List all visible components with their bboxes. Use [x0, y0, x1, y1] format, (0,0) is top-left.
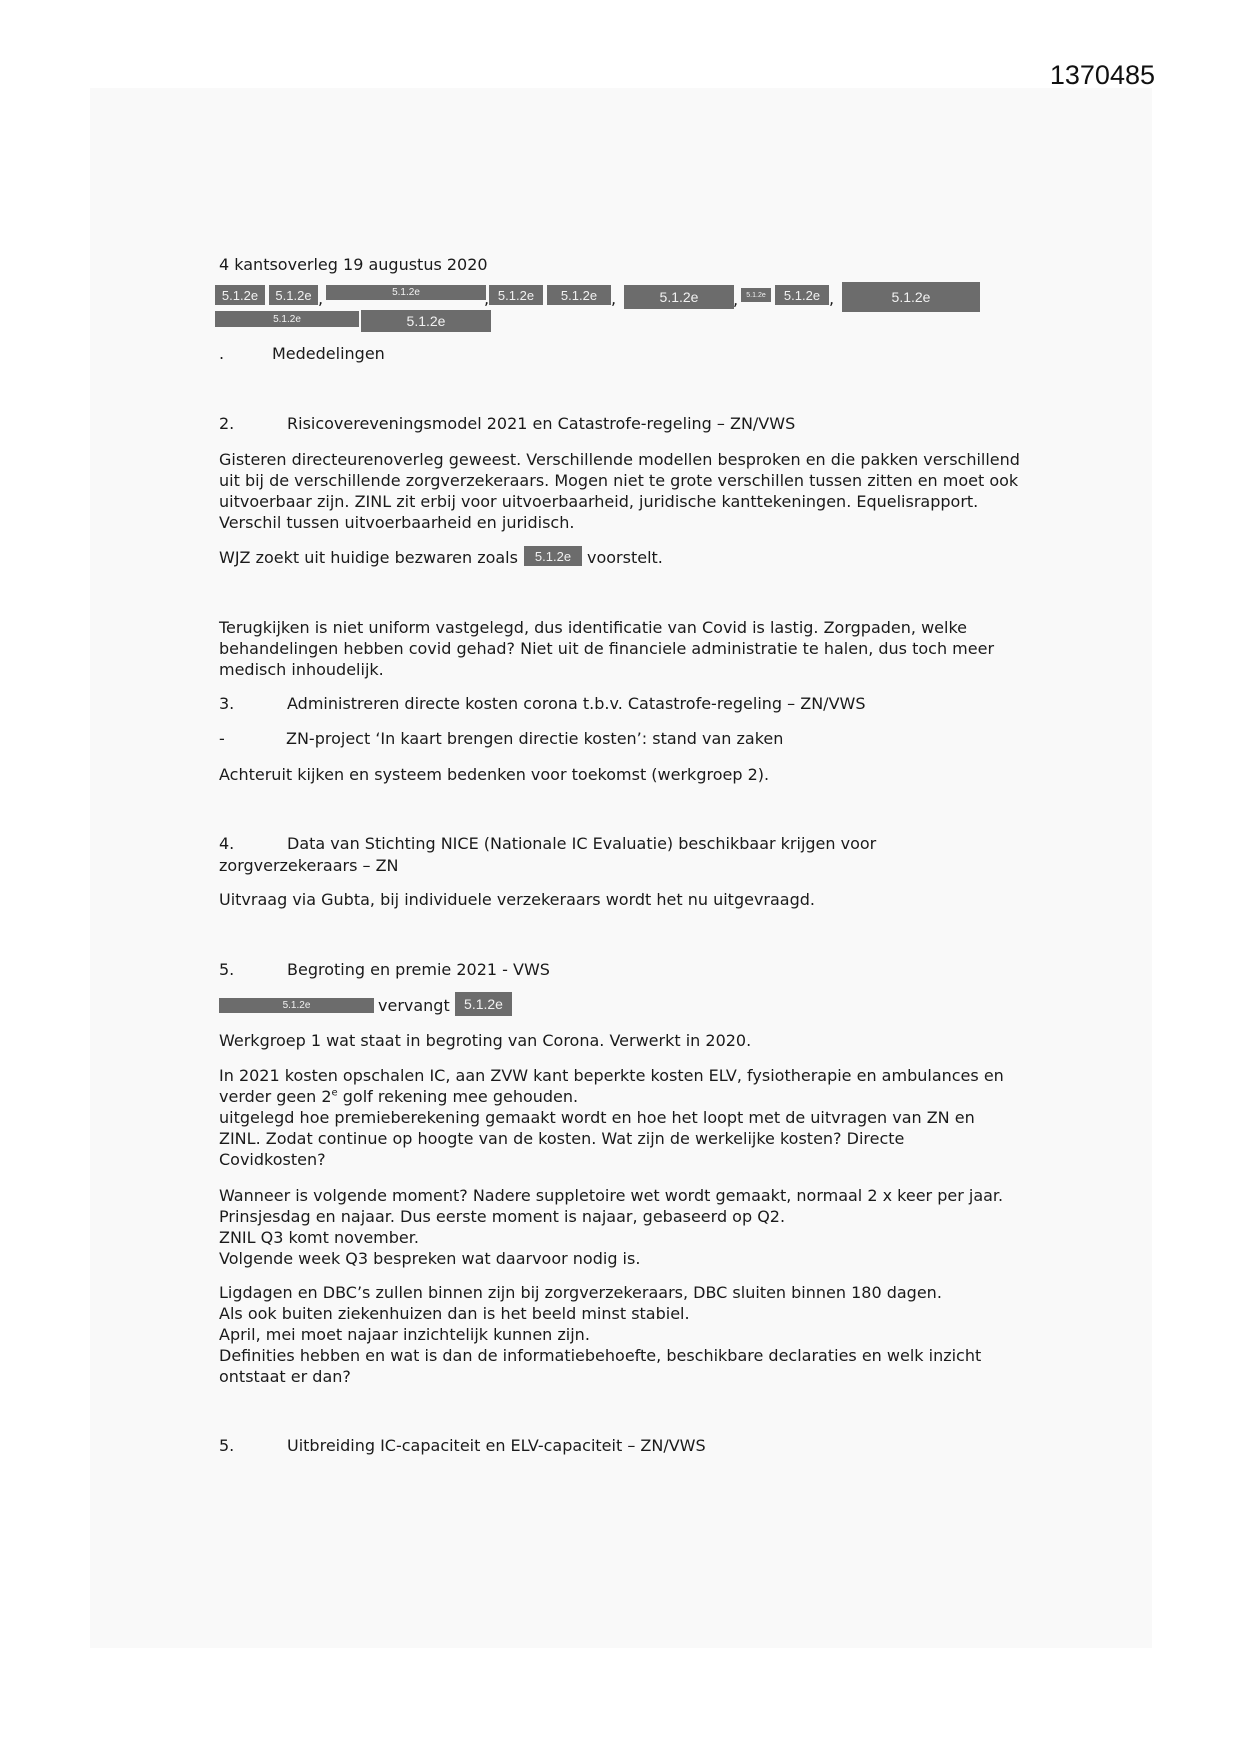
redaction-block: 5.1.2e: [524, 546, 582, 566]
item-1-number: .: [219, 344, 225, 363]
text-line: Als ook buiten ziekenhuizen dan is het beeld minst stabiel.: [219, 1304, 690, 1323]
redaction-block: 5.1.2e: [489, 285, 543, 305]
item-3-title: Administreren directe kosten corona t.b.v. Catastrofe-regeling – ZN/VWS: [287, 694, 866, 713]
text-line: Verschil tussen uitvoerbaarheid en juridisch.: [219, 513, 575, 532]
item-5-paragraph-3: [219, 1185, 1059, 1269]
text-line: uit bij de verschillende zorgverzekeraars. Mogen niet te grote verschillen tussen zitten en moet ook: [219, 471, 1019, 490]
text-line: uitvoerbaar zijn. ZINL zit erbij voor uitvoerbaarheid, juridische kanttekeningen. Equelisrapport.: [219, 492, 979, 511]
item-4-paragraph: Uitvraag via Gubta, bij individuele verzekeraars wordt het nu uitgevraagd.: [219, 890, 815, 909]
text-line: In 2021 kosten opschalen IC, aan ZVW kant beperkte kosten ELV, fysiotherapie en ambulances en: [219, 1066, 1004, 1085]
bullet-dash: -: [219, 729, 225, 748]
text-line: Gisteren directeurenoverleg geweest. Verschillende modellen besproken en die pakken verschillend: [219, 450, 1020, 469]
separator-comma: ,: [318, 289, 324, 308]
item-5-title: Begroting en premie 2021 - VWS: [287, 960, 550, 979]
item-3-number: 3.: [219, 694, 235, 713]
text-line: Terugkijken is niet uniform vastgelegd, dus identificatie van Covid is lastig. Zorgpaden, welke: [219, 618, 967, 637]
redaction-block: 5.1.2e: [215, 285, 265, 305]
text-line: medisch inhoudelijk.: [219, 660, 384, 679]
redaction-block: 5.1.2e: [775, 285, 829, 305]
text-line: behandelingen hebben covid gehad? Niet uit de financiele administratie te halen, dus toch meer: [219, 639, 995, 658]
redaction-block: 5.1.2e: [624, 285, 734, 309]
separator-comma: ,: [829, 289, 835, 308]
replaces-text: vervangt: [378, 996, 450, 1015]
separator-comma: ,: [611, 289, 617, 308]
text-line: [219, 1086, 1059, 1107]
text-line: ontstaat er dan?: [219, 1367, 351, 1386]
redaction-block: 5.1.2e: [219, 998, 374, 1013]
text-line: Prinsjesdag en najaar. Dus eerste moment is najaar, gebaseerd op Q2.: [219, 1207, 786, 1226]
text-line: April, mei moet najaar inzichtelijk kunnen zijn.: [219, 1325, 590, 1344]
document-id: 1370485: [1049, 60, 1155, 90]
text-line: ZNIL Q3 komt november.: [219, 1228, 419, 1247]
redaction-block: 5.1.2e: [269, 285, 318, 305]
wjz-text-before: WJZ zoekt uit huidige bezwaren zoals: [219, 548, 518, 567]
text-line: Definities hebben en wat is dan de informatiebehoefte, beschikbare declaraties en welk inzicht: [219, 1346, 982, 1365]
wjz-text-after: voorstelt.: [587, 548, 663, 567]
text-line: Ligdagen en DBC’s zullen binnen zijn bij zorgverzekeraars, DBC sluiten binnen 180 dagen.: [219, 1283, 942, 1302]
item-4-number: 4.: [219, 834, 235, 853]
redaction-block: 5.1.2e: [741, 288, 771, 302]
item-4-title-line-1: Data van Stichting NICE (Nationale IC Evaluatie) beschikbaar krijgen voor: [287, 834, 877, 853]
item-1-title: Mededelingen: [272, 344, 385, 363]
item-6-number: 5.: [219, 1436, 235, 1455]
redaction-block: 5.1.2e: [361, 310, 491, 332]
superscript: e: [331, 1087, 338, 1099]
item-2-paragraph-2: [219, 617, 1059, 680]
redaction-block: 5.1.2e: [326, 285, 486, 300]
text-line: Wanneer is volgende moment? Nadere suppletoire wet wordt gemaakt, normaal 2 x keer per jaar.: [219, 1186, 1004, 1205]
redaction-block: 5.1.2e: [842, 282, 980, 312]
redaction-block: 5.1.2e: [455, 992, 512, 1016]
item-5-paragraph-4: [219, 1282, 1059, 1387]
item-2-paragraph-1: [219, 449, 1059, 533]
item-5-number: 5.: [219, 960, 235, 979]
redaction-block: 5.1.2e: [215, 311, 359, 327]
text-line: uitgelegd hoe premieberekening gemaakt wordt en hoe het loopt met de uitvragen van ZN en: [219, 1108, 975, 1127]
text-line: ZINL. Zodat continue op hoogte van de kosten. Wat zijn de werkelijke kosten? Directe: [219, 1129, 905, 1148]
redaction-block: 5.1.2e: [547, 285, 611, 305]
item-6-title: Uitbreiding IC-capaciteit en ELV-capaciteit – ZN/VWS: [287, 1436, 706, 1455]
separator-comma: ,: [484, 289, 490, 308]
text-fragment: golf rekening mee gehouden.: [337, 1087, 579, 1106]
text-line: Volgende week Q3 bespreken wat daarvoor nodig is.: [219, 1249, 641, 1268]
separator-comma: ,: [733, 290, 739, 309]
item-5-paragraph-1: Werkgroep 1 wat staat in begroting van Corona. Verwerkt in 2020.: [219, 1031, 752, 1050]
item-3-paragraph: Achteruit kijken en systeem bedenken voor toekomst (werkgroep 2).: [219, 765, 770, 784]
item-5-paragraph-2: [219, 1065, 1059, 1170]
item-4-title-line-2: zorgverzekeraars – ZN: [219, 856, 399, 875]
item-2-number: 2.: [219, 414, 235, 433]
text-fragment: verder geen 2: [219, 1087, 332, 1106]
text-line: Covidkosten?: [219, 1150, 326, 1169]
item-3-bullet-text: ZN-project ‘In kaart brengen directie kosten’: stand van zaken: [286, 729, 784, 748]
item-2-title: Risicovereveningsmodel 2021 en Catastrofe-regeling – ZN/VWS: [287, 414, 796, 433]
meeting-title: 4 kantsoverleg 19 augustus 2020: [219, 255, 488, 274]
